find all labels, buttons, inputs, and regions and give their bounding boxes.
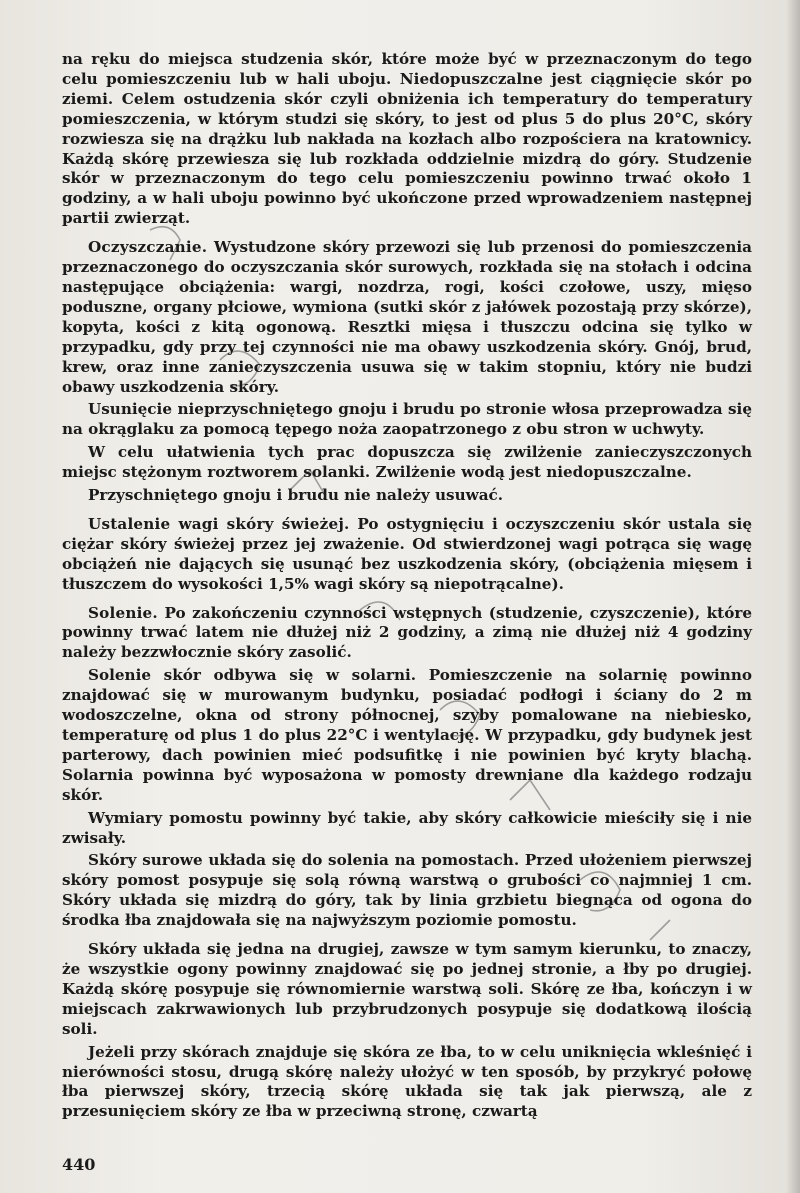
section-heading: Ustalenie wagi skóry świeżej. <box>88 514 350 533</box>
page-number: 440 <box>62 1155 96 1174</box>
section-heading: Oczyszczanie. <box>88 238 208 257</box>
paragraph <box>62 400 752 440</box>
page-gutter-shadow <box>786 0 800 1193</box>
paragraph-text: Wymiary pomostu powinny być takie, aby skóry całkowicie mieściły się i nie zwisały. <box>62 808 752 847</box>
paragraph <box>62 851 752 931</box>
paragraph <box>62 443 752 483</box>
section-heading: Solenie. <box>88 603 158 622</box>
paragraph-text: Wystudzone skóry przewozi się lub przenosi do pomieszczenia przeznaczonego do oczyszczania skór surowych, rozkłada się na stołach i odcina następujące obciążenia: wargi, nozdrza, rogi, kości czołowe, uszy, mięso poduszne, organy płciowe, wymiona (sutki skór z jałówek pozostają przy skórze), kopyta, kości z kitą ogonową. Resztki mięsa i tłuszczu odcina się tylko w przypadku, gdy przy tej czynności nie ma obawy uszkodzenia skóry. Gnój, brud, krew, oraz inne zanieczyszczenia usuwa się w takim stopniu, który nie budzi obawy uszkodzenia skóry. <box>62 238 752 396</box>
paragraph <box>62 1043 752 1123</box>
paragraph <box>62 486 752 506</box>
paragraph-text: W celu ułatwienia tych prac dopuszcza się zwilżenie zanieczyszczonych miejsc stężonym roztworem solanki. Zwilżenie wodą jest niedopuszczalne. <box>62 443 752 482</box>
paragraph <box>62 238 752 397</box>
paragraph-text: Po zakończeniu czynności wstępnych (studzenie, czyszczenie), które powinny trwać latem nie dłużej niż 2 godziny, a zimą nie dłużej niż 4 godziny należy bezzwłocznie skóry zasolić. <box>62 603 752 662</box>
paragraph <box>62 809 752 849</box>
paragraph-text: Jeżeli przy skórach znajduje się skóra ze łba, to w celu uniknięcia wkleśnięć i nierówności stosu, drugą skórę należy ułożyć w ten sposób, by przykryć połowę łba pierwszej skóry, trzecią skórę układa się tak jak pierwszą, ale z przesunięciem skóry ze łba w przeciwną stronę, czwartą <box>62 1042 752 1121</box>
paragraph <box>62 940 752 1040</box>
paragraph <box>62 604 752 664</box>
paragraph-text: Skóry surowe układa się do solenia na pomostach. Przed ułożeniem pierwszej skóry pomost posypuje się solą równą warstwą o grubości co najmniej 1 cm. Skóry układa się mizdrą do góry, tak by linia grzbietu biegnąca od ogona do środka łba znajdowała się na najwyższym poziomie pomostu. <box>62 851 752 930</box>
paragraph-text: Przyschniętego gnoju i brudu nie należy usuwać. <box>88 486 504 505</box>
body-text <box>62 50 752 1125</box>
paragraph-text: Skóry układa się jedna na drugiej, zawsze w tym samym kierunku, to znaczy, że wszystkie ogony powinny znajdować się po jednej stronie, a łby po drugiej. Każdą skórę posypuje się równomiernie warstwą soli. Skórę ze łba, kończyn i w miejscach zakrwawionych lub przybrudzonych posypuje się dodatkową ilością soli. <box>62 940 752 1038</box>
paragraph <box>62 515 752 595</box>
paragraph <box>62 666 752 805</box>
paragraph-text: Solenie skór odbywa się w solarni. Pomieszczenie na solarnię powinno znajdować się w murowanym budynku, posiadać podłogi i ściany do 2 m wodoszczelne, okna od strony północnej, szyby pomalowane na niebiesko, temperaturę od plus 1 do plus 22°C i wentylację. W przypadku, gdy budynek jest parterowy, dach powinien mieć podsufitkę i nie powinien być kryty blachą. Solarnia powinna być wyposażona w pomosty drewniane dla każdego rodzaju skór. <box>62 666 752 804</box>
paragraph-text: Po ostygnięciu i oczyszczeniu skór ustala się ciężar skóry świeżej przez jej zważenie. Od stwierdzonej wagi potrąca się wagę obciążeń nie dających się usunąć bez uszkodzenia skóry, (obciążenia mięsem i tłuszczem do wysokości 1,5% wagi skóry są niepotrącalne). <box>62 514 752 593</box>
paragraph-text: na ręku do miejsca studzenia skór, które może być w przeznaczonym do tego celu pomieszczeniu lub w hali uboju. Niedopuszczalne jest ciągnięcie skór po ziemi. Celem ostudzenia skór czyli obniżenia ich temperatury do temperatury pomieszczenia, w którym studzi się skóry, to jest od plus 5 do plus 20°C, skóry rozwiesza się na drążku lub nakłada na kozłach albo rozpościera na kratownicy. Każdą skórę przewiesza się lub rozkłada oddzielnie mizdrą do góry. Studzenie skór w przeznaczonym do tego celu pomieszczeniu powinno trwać około 1 godziny, a w hali uboju powinno być ukończone przed wprowadzeniem następnej partii zwierząt. <box>62 50 752 228</box>
paragraph-text: Usunięcie nieprzyschniętego gnoju i brudu po stronie włosa przeprowadza się na okrąglaku za pomocą tępego noża zaopatrzonego z obu stron w uchwyty. <box>62 400 752 439</box>
paragraph <box>62 50 752 229</box>
